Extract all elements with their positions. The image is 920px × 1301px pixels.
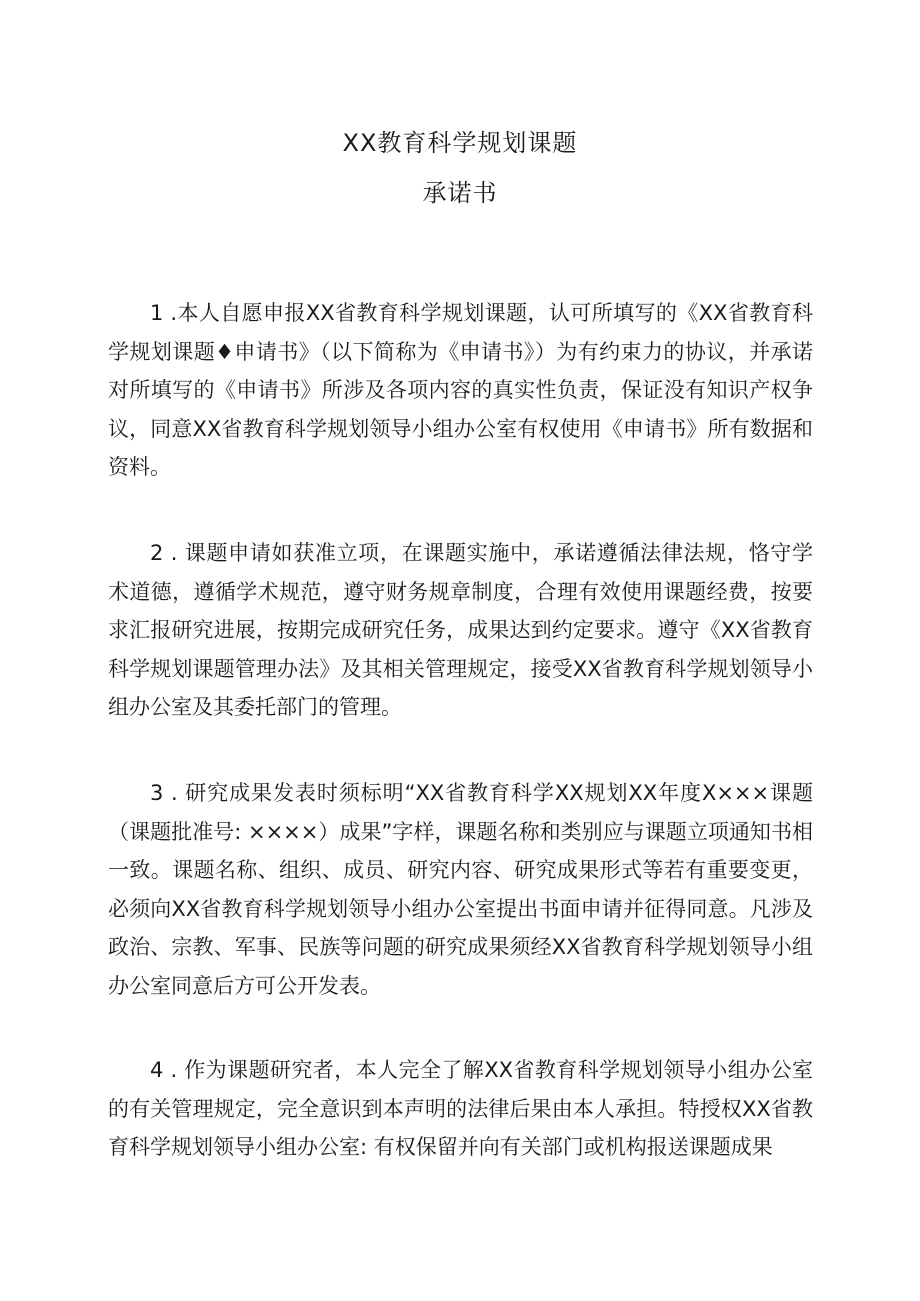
paragraph-4: 4 . 作为课题研究者，本人完全了解XX省教育科学规划领导小组办公室的有关管理规定，完全意识到本声明的法律后果由本人承担。特授权XX省教育科学规划领导小组办公室: 有权保留并向有关部门或机构报送课题成果 — [108, 1058, 813, 1159]
paragraph-3: 3 . 研究成果发表时须标明“XX省教育科学XX规划XX年度X×××课题（课题批准号: ××××）成果”字样，课题名称和类别应与课题立项通知书相一致。课题名称、组织、成员、研究内容、研究成果形式等若有重要变更，必须向XX省教育科学规划领导小组办公室提出书面申请并征得同意。凡涉及政治、宗教、军事、民族等问题的研究成果须经XX省教育科学规划领导小组办公室同意后方可公开发表。 — [108, 781, 813, 998]
paragraph-1: 1 .本人自愿申报XX省教育科学规划课题，认可所填写的《XX省教育科学规划课题♦申请书》（以下简称为《申请书》）为有约束力的协议，并承诺对所填写的《申请书》所涉及各项内容的真实性负责，保证没有知识产权争议，同意XX省教育科学规划领导小组办公室有权使用《申请书》所有数据和资料。 — [108, 301, 813, 479]
paragraph-2: 2 . 课题申请如获准立项，在课题实施中，承诺遵循法律法规，恪守学术道德，遵循学术规范，遵守财务规章制度，合理有效使用课题经费，按要求汇报研究进展，按期完成研究任务，成果达到约定要求。遵守《XX省教育科学规划课题管理办法》及其相关管理规定，接受XX省教育科学规划领导小组办公室及其委托部门的管理。 — [108, 541, 813, 719]
document-title: XX教育科学规划课题 — [342, 129, 578, 157]
document-subtitle: 承诺书 — [422, 179, 498, 207]
